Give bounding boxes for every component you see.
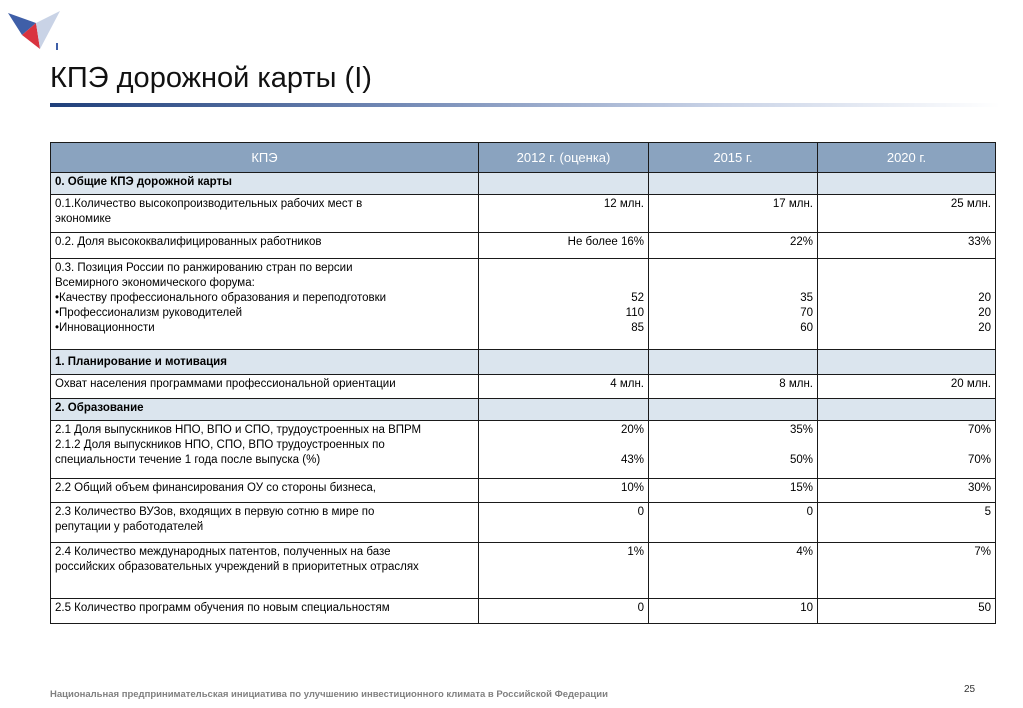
table-row [51, 479, 996, 503]
logo-accent-bar [56, 43, 58, 50]
section-title: 2. Образование [51, 399, 479, 421]
value-2020: 50 [818, 599, 996, 624]
value-2020: 30% [818, 479, 996, 503]
table-row [51, 375, 996, 399]
footer-text: Национальная предпринимательская инициатива по улучшению инвестиционного климата в Российской Федерации [50, 689, 608, 700]
kpi-label: 2.2 Общий объем финансирования ОУ со стороны бизнеса, [51, 479, 479, 503]
table-row [51, 599, 996, 624]
kpi-label: 0.2. Доля высококвалифицированных работников [51, 233, 479, 259]
kpi-label: 0.3. Позиция России по ранжированию стран по версии Всемирного экономического форума: •Качеству профессионального образования и переподготовки •Профессионализм руководителей •Инновационности [51, 259, 479, 350]
value-2020: 25 млн. [818, 195, 996, 233]
value-2012: 10% [479, 479, 649, 503]
header-2012: 2012 г. (оценка) [479, 143, 649, 173]
value-2015: 17 млн. [649, 195, 818, 233]
value-2015: 8 млн. [649, 375, 818, 399]
table-row [51, 259, 996, 350]
company-logo [6, 7, 62, 55]
value-2015: 35% 50% [649, 421, 818, 479]
kpi-label: 0.1.Количество высокопроизводительных рабочих мест в экономике [51, 195, 479, 233]
kpi-table [50, 142, 996, 624]
value-2015: 22% [649, 233, 818, 259]
header-2015: 2015 г. [649, 143, 818, 173]
section-title: 0. Общие КПЭ дорожной карты [51, 173, 479, 195]
value-2020: 70% 70% [818, 421, 996, 479]
value-2020: 20 20 20 [818, 259, 996, 350]
value-2015: 10 [649, 599, 818, 624]
section-row [51, 399, 996, 421]
table-row [51, 503, 996, 543]
value-2012: 52 110 85 [479, 259, 649, 350]
kpi-label: 2.5 Количество программ обучения по новым специальностям [51, 599, 479, 624]
value-2015: 0 [649, 503, 818, 543]
value-2015: 15% [649, 479, 818, 503]
section-title: 1. Планирование и мотивация [51, 350, 479, 375]
kpi-label: 2.4 Количество международных патентов, полученных на базе российских образовательных учреждений в приоритетных отраслях [51, 543, 479, 599]
section-row [51, 350, 996, 375]
value-2020: 5 [818, 503, 996, 543]
table-row [51, 421, 996, 479]
value-2012: Не более 16% [479, 233, 649, 259]
table-header-row [51, 143, 996, 173]
value-2012: 20% 43% [479, 421, 649, 479]
value-2012: 4 млн. [479, 375, 649, 399]
value-2012: 1% [479, 543, 649, 599]
header-2020: 2020 г. [818, 143, 996, 173]
value-2015: 4% [649, 543, 818, 599]
table-row [51, 233, 996, 259]
header-kpi: КПЭ [51, 143, 479, 173]
value-2015: 35 70 60 [649, 259, 818, 350]
kpi-label: Охват населения программами профессиональной ориентации [51, 375, 479, 399]
page-number: 25 [964, 684, 976, 695]
value-2020: 20 млн. [818, 375, 996, 399]
value-2020: 33% [818, 233, 996, 259]
page-title: КПЭ дорожной карты (I) [50, 62, 372, 94]
section-row [51, 173, 996, 195]
table-row [51, 195, 996, 233]
value-2012: 0 [479, 503, 649, 543]
value-2012: 0 [479, 599, 649, 624]
kpi-label: 2.3 Количество ВУЗов, входящих в первую сотню в мире по репутации у работодателей [51, 503, 479, 543]
title-divider [50, 103, 1000, 107]
kpi-label: 2.1 Доля выпускников НПО, ВПО и СПО, трудоустроенных на ВПРМ 2.1.2 Доля выпускников НПО, СПО, ВПО трудоустроенных по специальности течение 1 года после выпуска (%) [51, 421, 479, 479]
value-2012: 12 млн. [479, 195, 649, 233]
table-row [51, 543, 996, 599]
value-2020: 7% [818, 543, 996, 599]
